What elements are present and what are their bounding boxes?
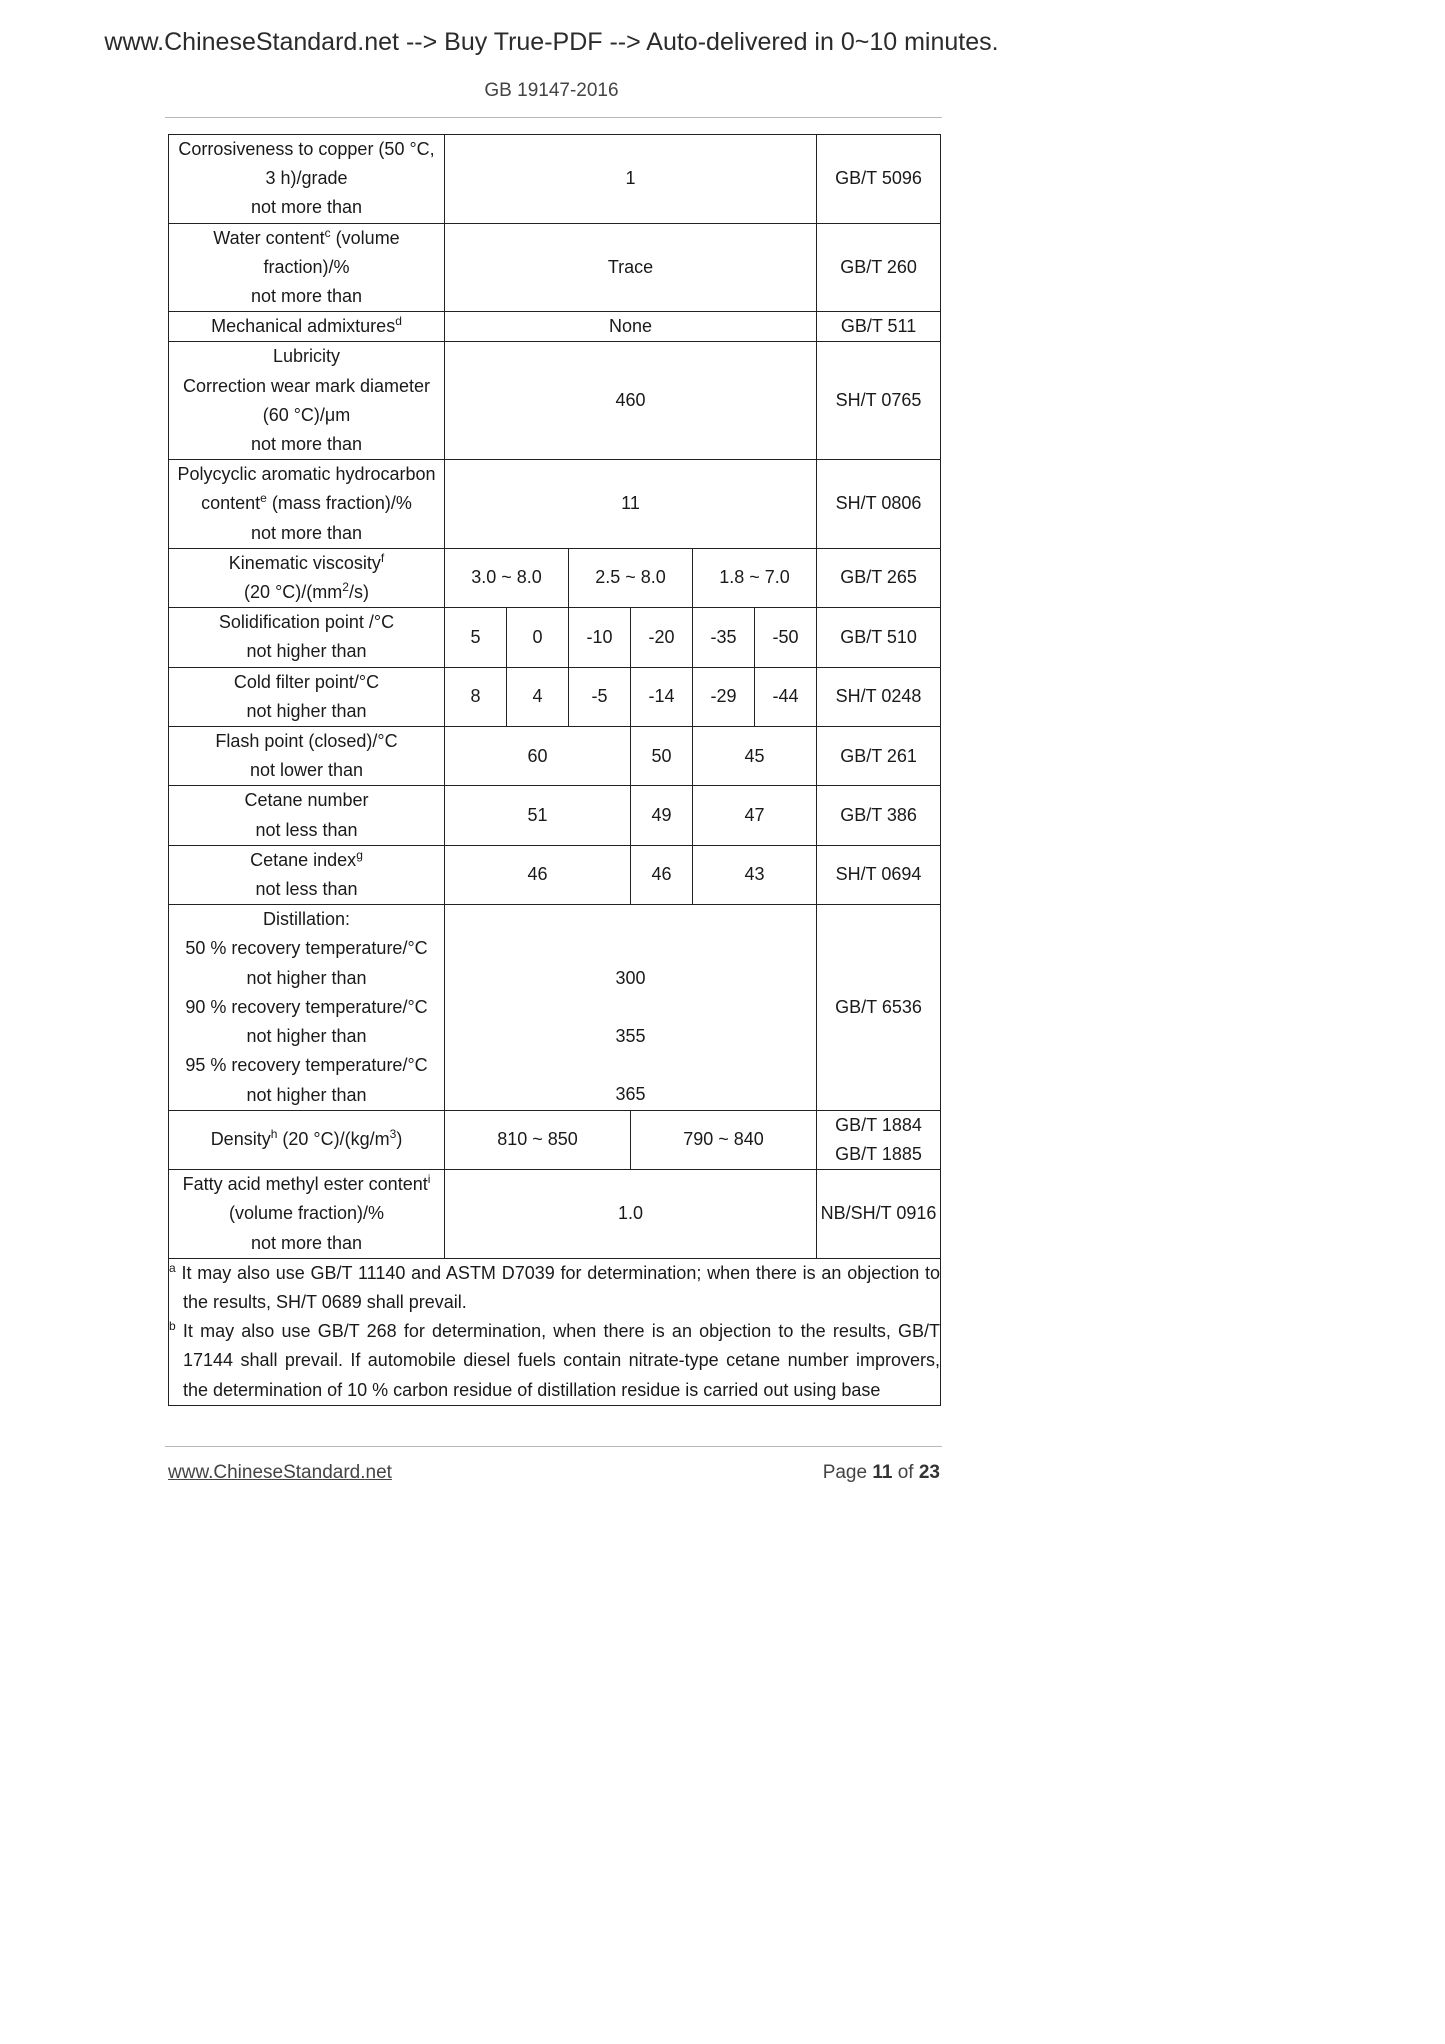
value-cell: -14 xyxy=(631,667,693,726)
table-row xyxy=(169,1258,941,1405)
table-row xyxy=(169,312,941,342)
value-cell: -10 xyxy=(569,608,631,667)
value-cell: 0 xyxy=(507,608,569,667)
footer-site-link[interactable]: www.ChineseStandard.net xyxy=(168,1462,392,1483)
value-cell: 49 xyxy=(631,786,693,845)
param-cell: Cetane number not less than xyxy=(169,786,445,845)
value-cell: -44 xyxy=(755,667,817,726)
method-cell: GB/T 386 xyxy=(817,786,941,845)
value-cell: 11 xyxy=(445,460,817,549)
table-row xyxy=(169,905,941,1110)
value-cell: 810 ~ 850 xyxy=(445,1110,631,1169)
method-cell: GB/T 260 xyxy=(817,223,941,312)
header-banner: www.ChineseStandard.net --> Buy True-PDF --> Auto-delivered in 0~10 minutes. xyxy=(104,28,999,56)
param-cell: Density$^h$ (20 $^\circ C)/(kg/m^3)$ xyxy=(169,1110,445,1169)
method-cell: SH/T 0765 xyxy=(817,342,941,460)
table-notes xyxy=(169,1258,941,1405)
method-cell: NB/SH/T 0916 xyxy=(817,1170,941,1259)
value-cell: 4 xyxy=(507,667,569,726)
param-cell: Cold filter point/°C not higher than xyxy=(169,667,445,726)
param-cell: Corrosiveness to copper (50 °C, 3 h)/grade not more than xyxy=(169,135,445,224)
header-divider xyxy=(165,117,942,118)
param-cell: Fatty acid methyl ester content$^i$ (volume fraction)/% not more than xyxy=(169,1170,445,1259)
param-cell: Kinematic viscosity$^f$ (20 $^\circ C)/(mm^2/s)$ xyxy=(169,548,445,607)
param-cell: Mechanical admixtures$^d$ xyxy=(169,312,445,342)
value-cell: 45 xyxy=(693,727,817,786)
value-cell: 300 355 365 xyxy=(445,905,817,1110)
method-cell: GB/T 265 xyxy=(817,548,941,607)
param-cell: Distillation: 50 % recovery temperature/°C not higher than 90 % recovery temperature/°C not higher than 95 % recovery temperature/°C not higher than xyxy=(169,905,445,1110)
value-cell: 60 xyxy=(445,727,631,786)
table-row xyxy=(169,608,941,667)
value-cell: 1.0 xyxy=(445,1170,817,1259)
value-cell: 51 xyxy=(445,786,631,845)
value-cell: 46 xyxy=(445,845,631,904)
value-cell: Trace xyxy=(445,223,817,312)
specification-table xyxy=(168,134,941,1406)
method-cell: GB/T 6536 xyxy=(817,905,941,1110)
table-row xyxy=(169,845,941,904)
table-row xyxy=(169,1110,941,1169)
value-cell: -29 xyxy=(693,667,755,726)
table-row xyxy=(169,135,941,224)
value-cell: 3.0 ~ 8.0 xyxy=(445,548,569,607)
param-cell: Polycyclic aromatic hydrocarbon content$^e$ (mass fraction)/% not more than xyxy=(169,460,445,549)
value-cell: 47 xyxy=(693,786,817,845)
table-row xyxy=(169,727,941,786)
method-cell: GB/T 510 xyxy=(817,608,941,667)
param-cell: Lubricity Correction wear mark diameter (60 °C)/μm not more than xyxy=(169,342,445,460)
table-row xyxy=(169,548,941,607)
param-cell: Water content$^c$ (volume fraction)/% not more than xyxy=(169,223,445,312)
value-cell: 790 ~ 840 xyxy=(631,1110,817,1169)
table-row xyxy=(169,786,941,845)
method-cell: SH/T 0694 xyxy=(817,845,941,904)
value-cell: 1.8 ~ 7.0 xyxy=(693,548,817,607)
value-cell: 1 xyxy=(445,135,817,224)
table-row xyxy=(169,667,941,726)
table-row xyxy=(169,460,941,549)
value-cell: 460 xyxy=(445,342,817,460)
method-cell: GB/T 261 xyxy=(817,727,941,786)
table-row xyxy=(169,342,941,460)
value-cell: -50 xyxy=(755,608,817,667)
table-row xyxy=(169,1170,941,1259)
value-cell: 2.5 ~ 8.0 xyxy=(569,548,693,607)
value-cell: 46 xyxy=(631,845,693,904)
method-cell: GB/T 1884 GB/T 1885 xyxy=(817,1110,941,1169)
page-number: Page 11 of 23 xyxy=(822,1462,940,1483)
method-cell: SH/T 0806 xyxy=(817,460,941,549)
value-cell: 5 xyxy=(445,608,507,667)
param-cell: Flash point (closed)/°C not lower than xyxy=(169,727,445,786)
footnote-a: $^a$ It may also use GB/T 11140 and ASTM D7039 for determination; when there is an objection to the results, SH/T 0689 shall prevail. xyxy=(169,1260,941,1312)
value-cell: 43 xyxy=(693,845,817,904)
value-cell: 8 xyxy=(445,667,507,726)
method-cell: GB/T 511 xyxy=(817,312,941,342)
value-cell: 50 xyxy=(631,727,693,786)
param-cell: Cetane index$^g$ not less than xyxy=(169,845,445,904)
footnote-b: $^b$ It may also use GB/T 268 for determination, when there is an objection to the results, GB/T 17144 shall prevail. If automobile diesel fuels contain nitrate-type cetane number improvers, the determination of 10 % carbon residue of distillation residue is carried out using base xyxy=(169,1319,941,1400)
param-cell: Solidification point /°C not higher than xyxy=(169,608,445,667)
standard-code: GB 19147-2016 xyxy=(484,80,619,101)
method-cell: SH/T 0248 xyxy=(817,667,941,726)
table-row xyxy=(169,223,941,312)
footer-divider xyxy=(165,1446,942,1447)
value-cell: None xyxy=(445,312,817,342)
value-cell: -20 xyxy=(631,608,693,667)
value-cell: -5 xyxy=(569,667,631,726)
method-cell: GB/T 5096 xyxy=(817,135,941,224)
value-cell: -35 xyxy=(693,608,755,667)
